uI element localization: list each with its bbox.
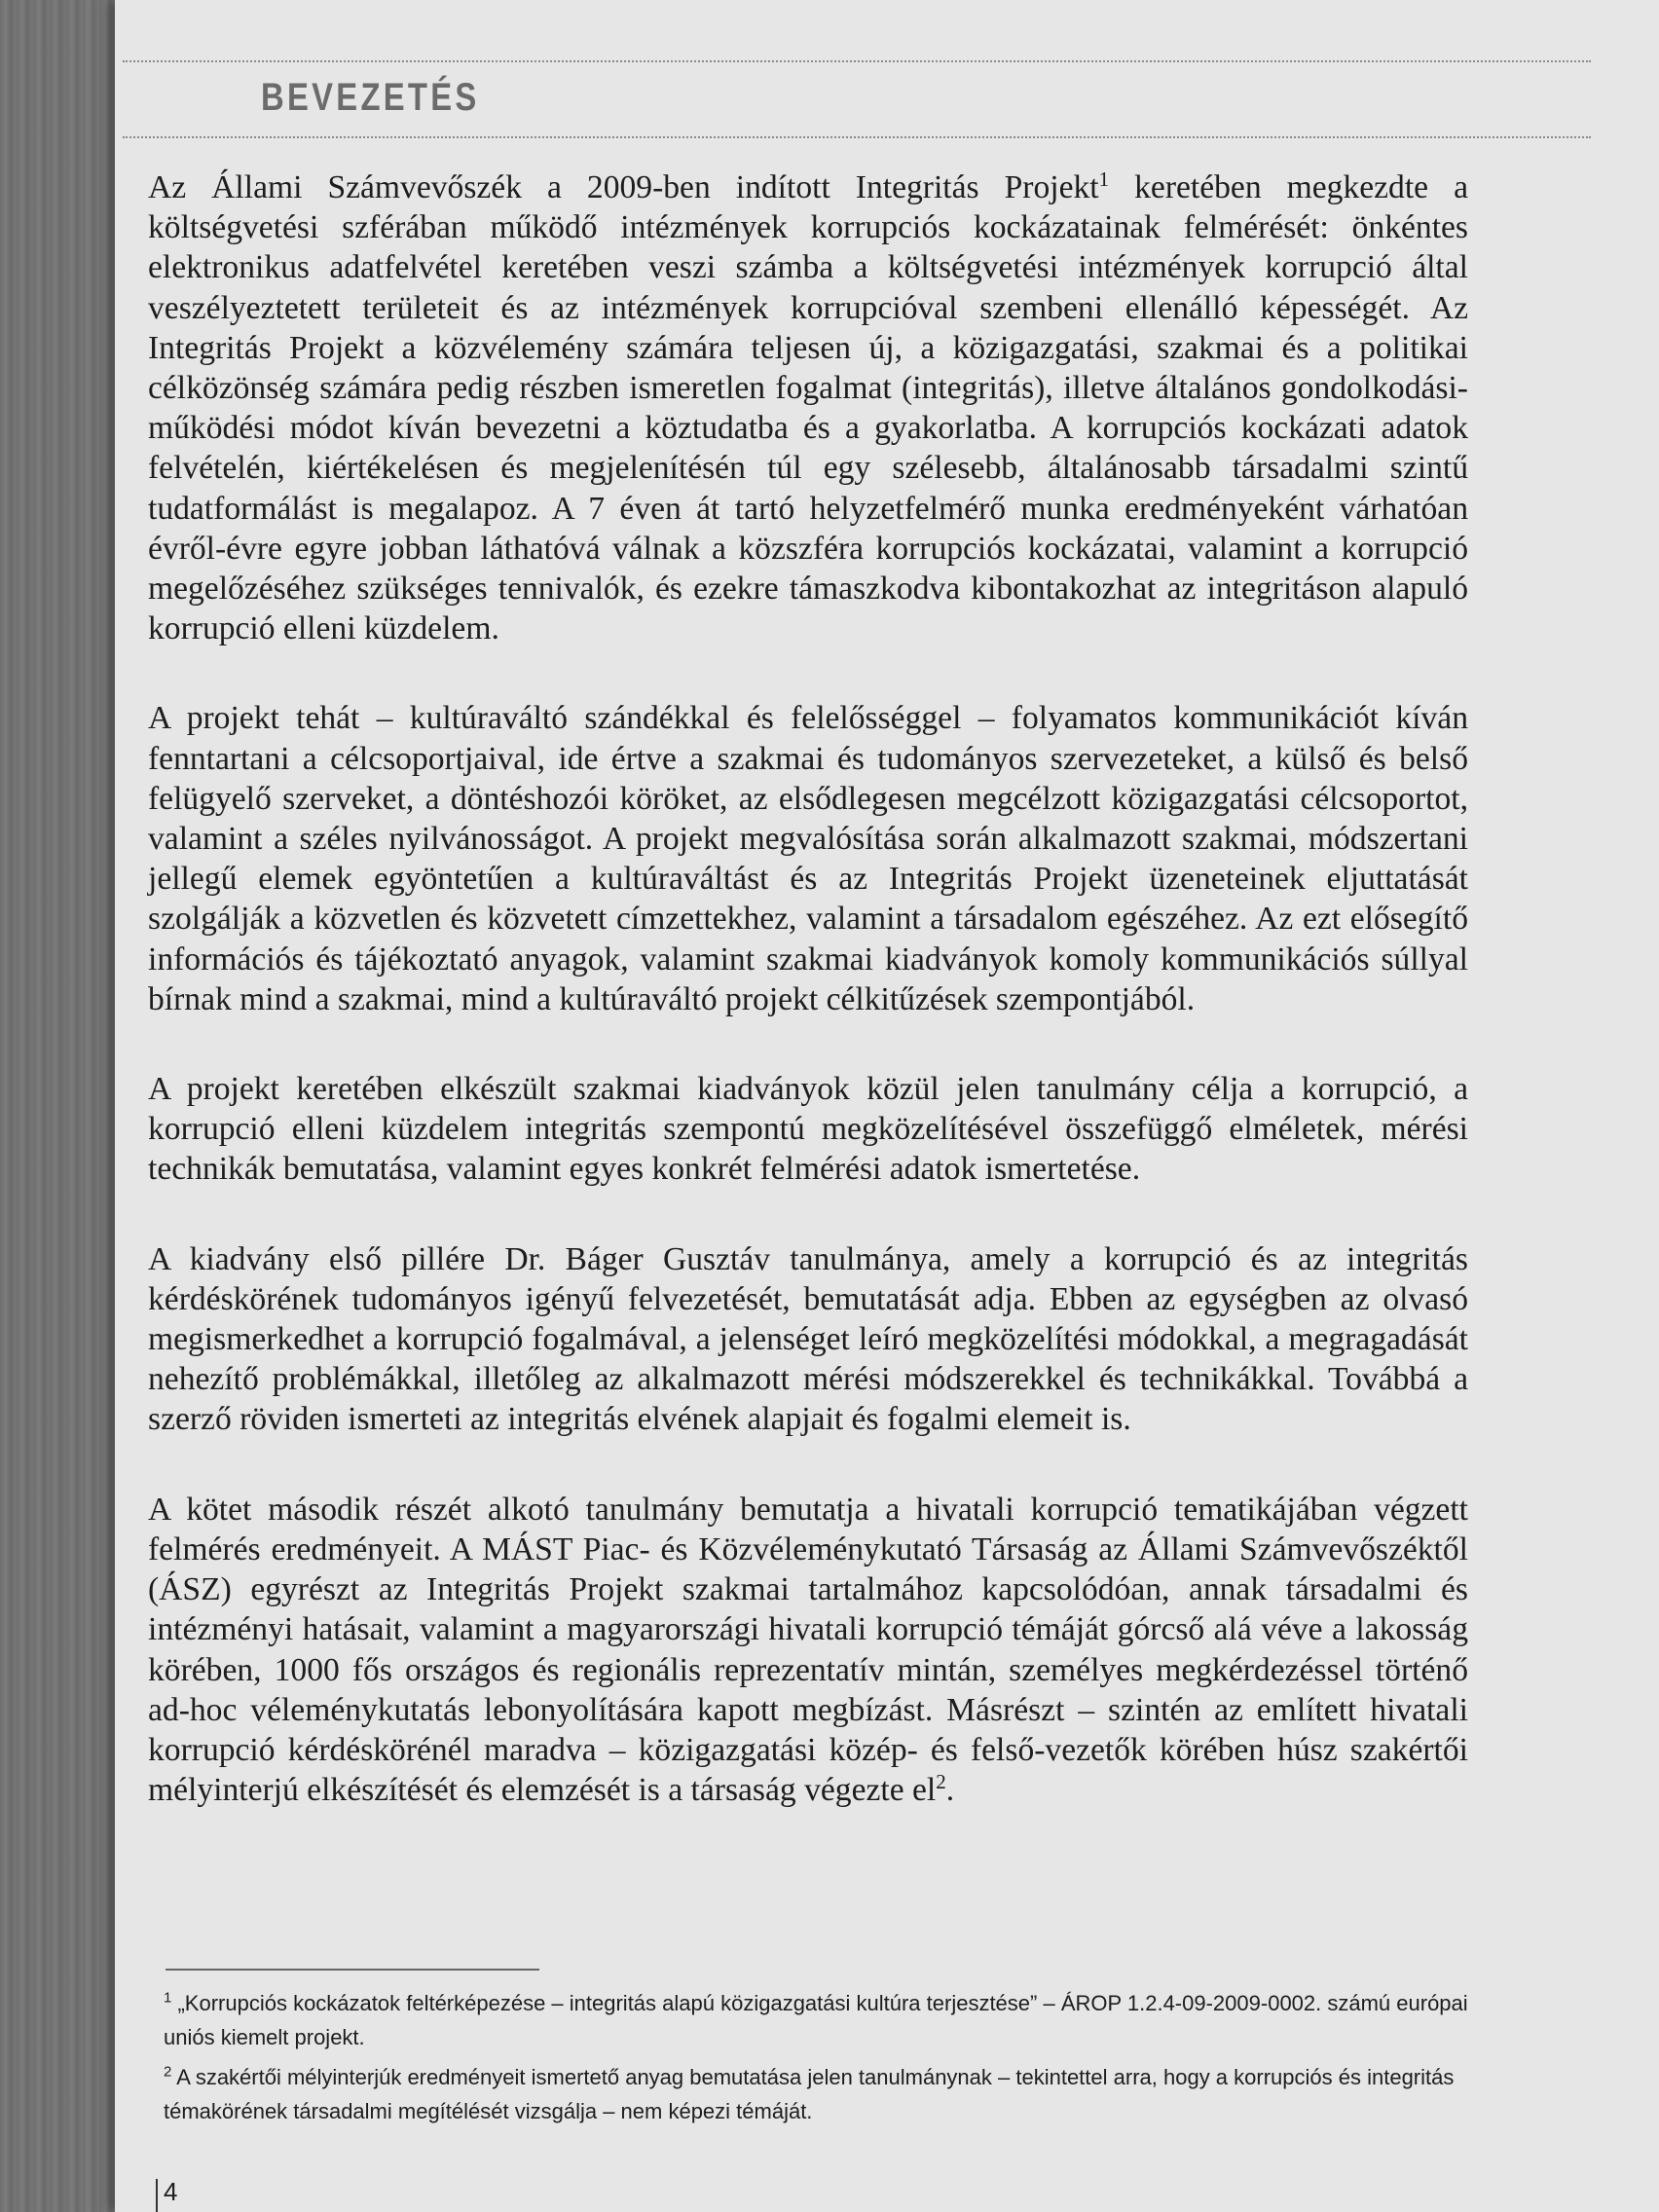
paragraph-2: A projekt tehát – kultúraváltó szándékkal és felelősséggel – folyamatos kommunikációt kíván fenntartani a célcsoportjaival, ide értve a szakmai és tudományos szervezeteket, a külső és belső felügyelő szerveket, a döntéshozói köröket, az elsődlegesen megcélzott közigazgatási célcsoportot, valamint a széles nyilvánosságot. A projekt megvalósítása során alkalmazott szakmai, módszertani jellegű elemek egyöntetűen a kultúraváltást és az Integritás Projekt üzeneteinek eljuttatását szolgálják a közvetlen és közvetett címzettekhez, valamint a társadalom egészéhez. Az ezt elősegítő információs és tájékoztató anyagok, valamint szakmai kiadványok komoly kommunikációs súllyal bírnak mind a szakmai, mind a kultúraváltó projekt célkitűzések szempontjából.: [148, 700, 1468, 1017]
paragraph-4: A kiadvány első pillére Dr. Báger Gusztáv tanulmánya, amely a korrupció és az integritás kérdéskörének tudományos igényű felvezetését, bemutatását adja. Ebben az egységben az olvasó megismerkedhet a korrupció fogalmával, a jelenséget leíró megközelítési módokkal, a megragadását nehezítő problémákkal, illetőleg az alkalmazott mérési módszerekkel és technikákkal. Továbbá a szerző röviden ismerteti az integritás elvének alapjait és fogalmi elemeit is.: [148, 1240, 1468, 1438]
footnote-ref-2: 2: [936, 1769, 946, 1793]
footnote-separator: [166, 1969, 539, 1971]
footnotes: [164, 1986, 1488, 2134]
paragraph-1: Az Állami Számvevőszék a 2009-ben indított Integritás Projekt$^1$ keretében megkezdte a költségvetési szférában működő intézmények korrupciós kockázatainak felmérését: önkéntes elektronikus adatfelvétel keretében veszi számba a költségvetési intézmények korrupció által veszélyeztetett területeit és az intézmények korrupcióval szembeni ellenálló képességét. Az Integritás Projekt a közvélemény számára teljesen új, a közigazgatási, szakmai és a politikai célközönség számára pedig részben ismeretlen fogalmat (integritás), illetve általános gondolkodási-működési módot kíván bevezetni a köztudatba és a gyakorlatba. A korrupciós kockázati adatok felvételén, kiértékelésen és megjelenítésén túl egy szélesebb, általánosabb társadalmi szintű tudatformálást is megalapoz. A 7 éven át tartó helyzetfelmérő munka eredményeként várhatóan évről-évre egyre jobban láthatóvá válnak a közszféra korrupciós kockázatai, valamint a korrupció megelőzéséhez szükséges tennivalók, és ezekre támaszkodva kibontakozhat az integritáson alapuló korrupció elleni küzdelem.: [148, 166, 1468, 647]
paragraph-5: A kötet második részét alkotó tanulmány bemutatja a hivatali korrupció tematikájában végzett felmérés eredményeit. A MÁST Piac- és Közvéleménykutató Társaság az Állami Számvevőszéktől (ÁSZ) egyrészt az Integritás Projekt szakmai tartalmához kapcsolódóan, annak társadalmi és intézményi hatásait, valamint a magyarországi hivatali korrupció témáját górcső alá véve a lakosság körében, 1000 fős országos és regionális reprezentatív mintán, személyes megkérdezéssel történő ad-hoc véleménykutatás lebonyolítására kapott megbízást. Másrészt – szintén az említett hivatali korrupció kérdéskörénél maradva – közigazgatási közép- és felső-vezetők körében húsz szakértői mélyinterjú elkészítését és elemzését is a társaság végezte $el^2$.: [148, 1491, 1468, 1809]
footnote-ref-1: 1: [1098, 166, 1110, 191]
book-spine-background: [0, 0, 117, 2212]
paragraph-3: A projekt keretében elkészült szakmai kiadványok közül jelen tanulmány célja a korrupció, a korrupció elleni küzdelem integritás szempontú megközelítésével összefüggő elméletek, mérési technikák bemutatása, valamint egyes konkrét felmérési adatok ismertetése.: [148, 1071, 1468, 1188]
section-title: BEVEZETÉS: [261, 76, 480, 119]
page-number-bar: [156, 2179, 158, 2212]
heading-rule-bottom: [123, 136, 1591, 138]
footnote-1: $^1$ „Korrupciós kockázatok feltérképezése – integritás alapú közigazgatási kultúra terjesztése” – ÁROP 1.2.4-09-2009-0002. számú európai uniós kiemelt projekt.: [164, 1989, 1468, 2049]
footnote-2: $^2$ A szakértői mélyinterjúk eredményeit ismertető anyag bemutatása jelen tanulmánynak – tekintettel arra, hogy a korrupciós és integritás témakörének társadalmi megítélését vizsgálja – nem képezi témáját.: [164, 2063, 1455, 2123]
page-number: 4: [164, 2177, 178, 2206]
heading-rule-top: [123, 60, 1591, 62]
body-text: [148, 167, 1468, 1810]
